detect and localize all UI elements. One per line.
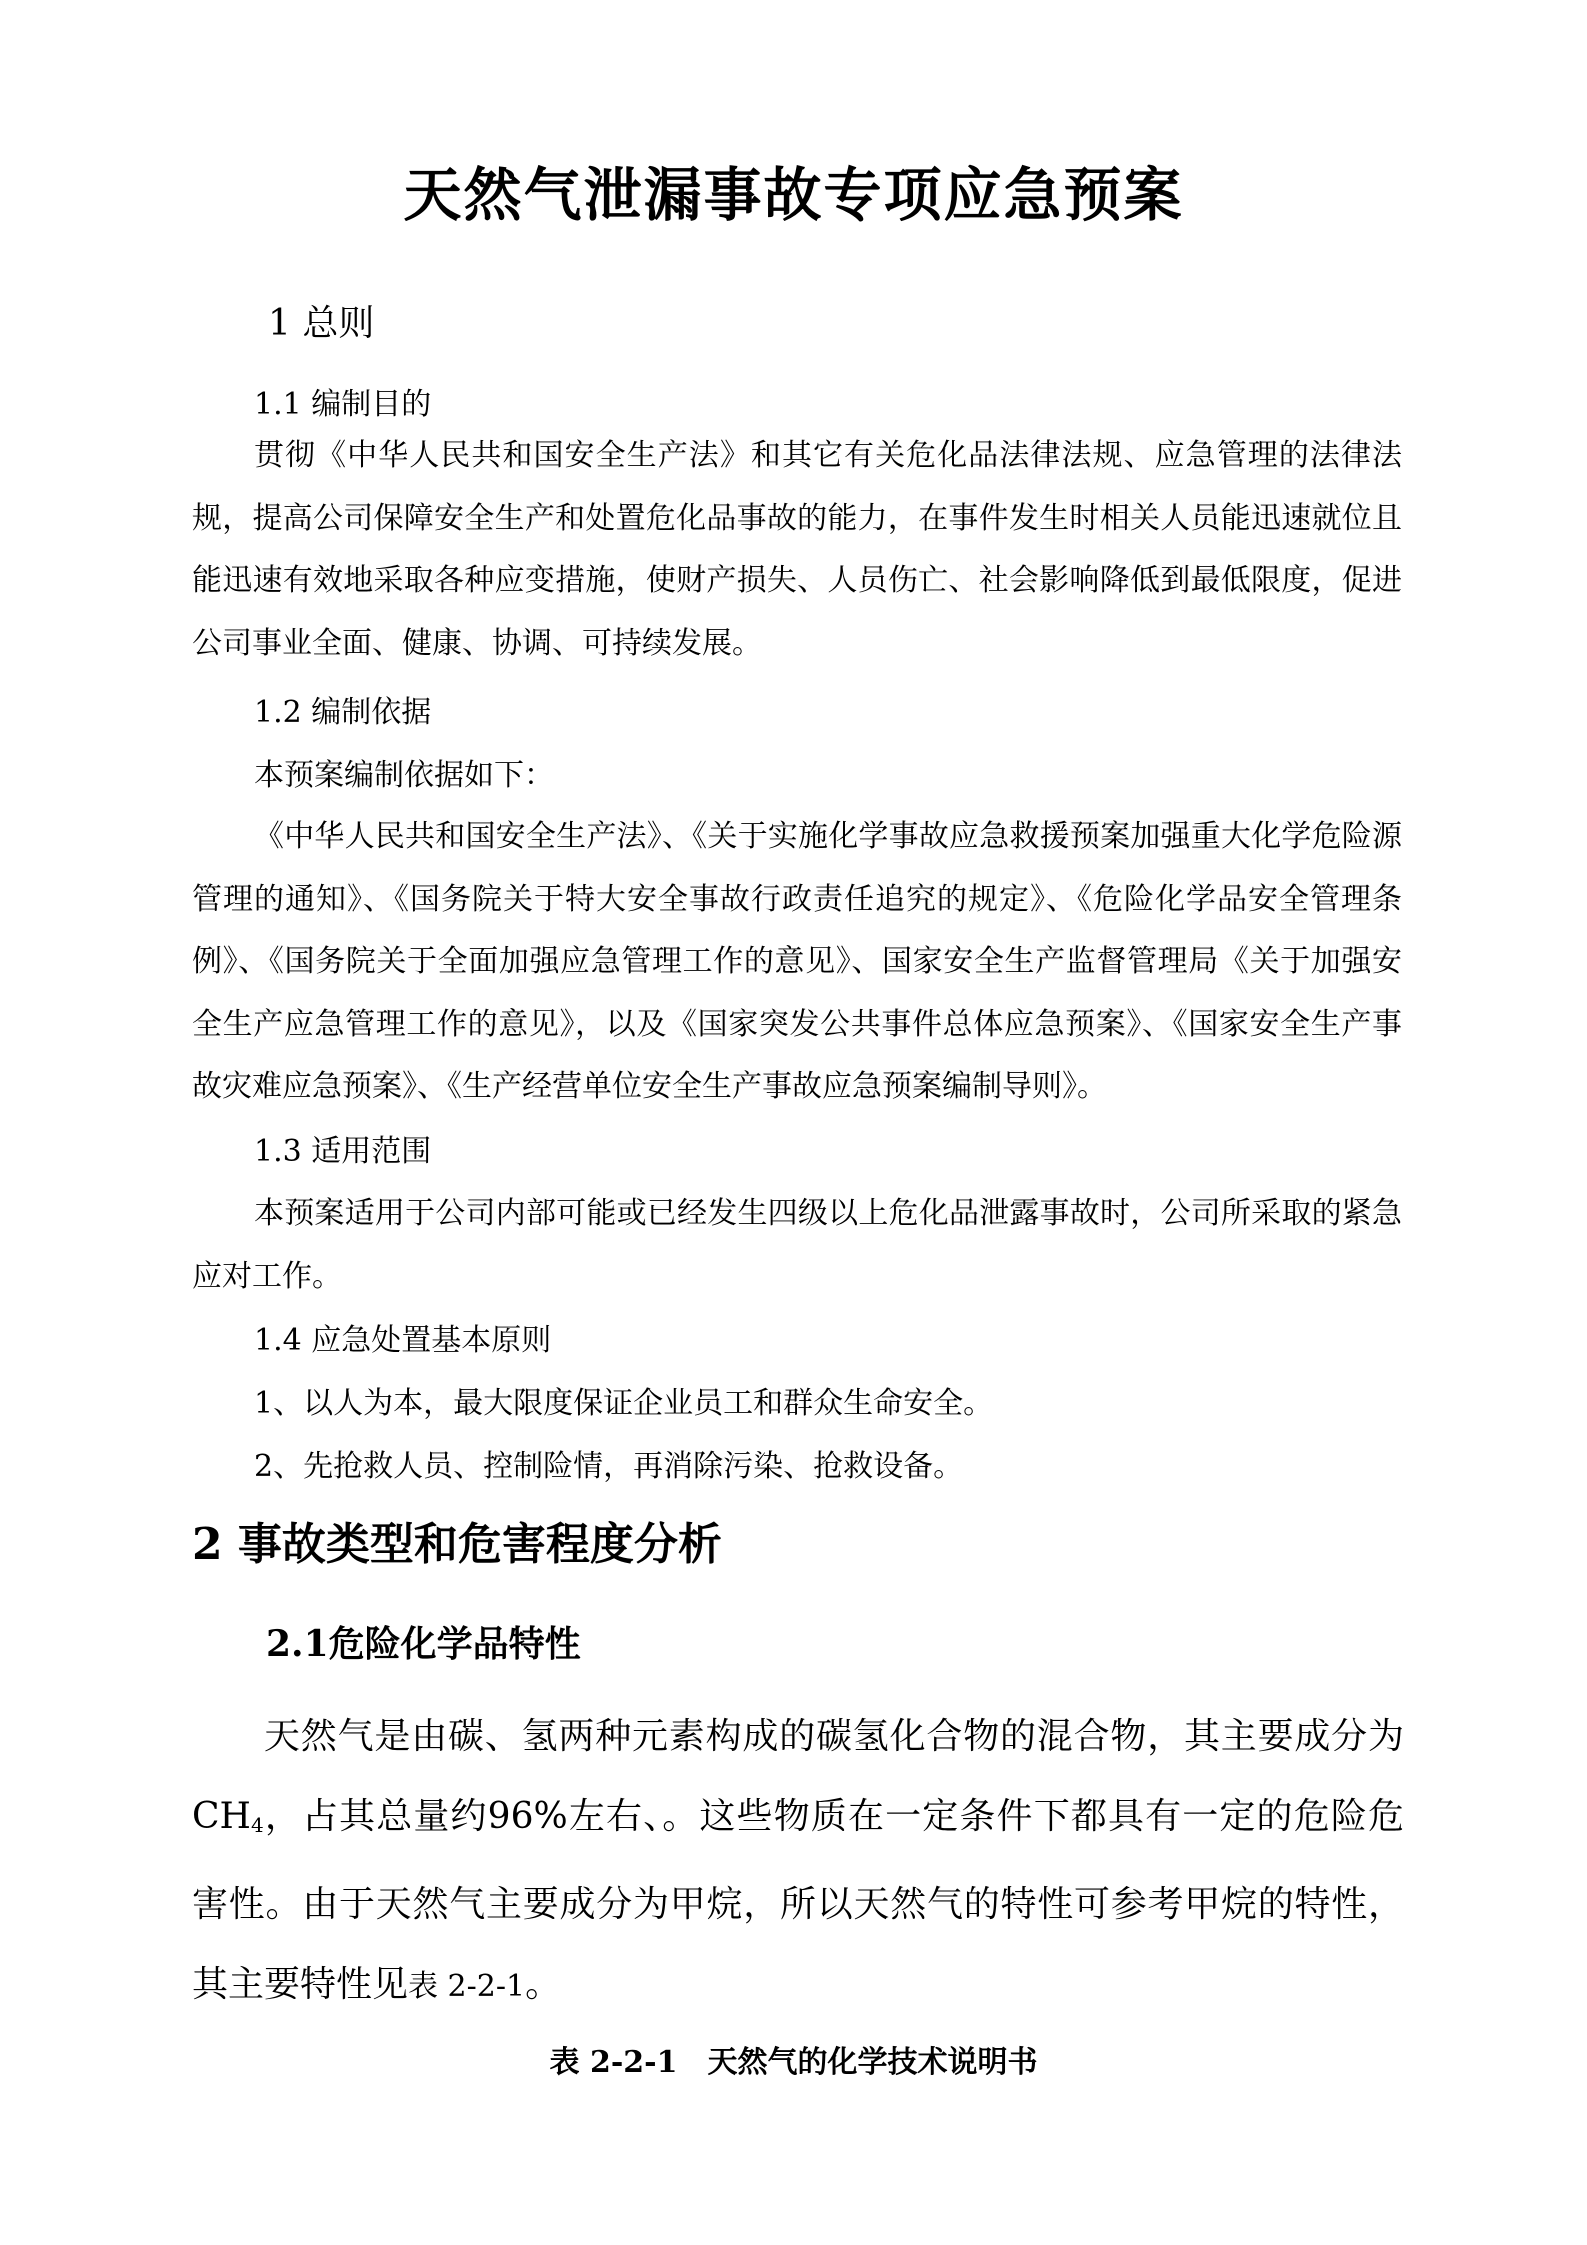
- section-1-2-intro: 本预案编制依据如下：: [254, 758, 554, 793]
- section-2-heading: 2 事故类型和危害程度分析: [192, 1519, 722, 1570]
- paragraph-text-part-2: ，占其总量约96%左右、。这些物质在一定条件下都具有一定的危险危害性。由于天然气主要成分为甲烷，所以天然气的特性可参考甲烷的特性，其主要特性见: [192, 1796, 1404, 2005]
- table-caption: 表 2-2-1 天然气的化学技术说明书: [549, 2045, 1038, 2080]
- principle-item-1: 1、以人为本，最大限度保证企业员工和群众生命安全。: [254, 1386, 994, 1421]
- section-2-1-heading: 2.1危险化学品特性: [266, 1623, 581, 1665]
- paragraph-text-end: 。: [525, 1964, 562, 2005]
- section-2-1-paragraph: [192, 1697, 1404, 2027]
- section-1-3-paragraph: 本预案适用于公司内部可能或已经发生四级以上危化品泄露事故时，公司所采取的紧急应对工作。: [192, 1196, 1402, 1294]
- methane-subscript: 4: [250, 1813, 264, 1837]
- paragraph-text-part-1: 天然气是由碳、氢两种元素构成的碳氢化合物的混合物，其主要成分为CH: [192, 1716, 1404, 1837]
- section-1-3-heading: 1.3 适用范围: [254, 1134, 432, 1169]
- document-title: 天然气泄漏事故专项应急预案: [403, 161, 1184, 229]
- section-1-1-paragraph: 贯彻《中华人民共和国安全生产法》和其它有关危化品法律法规、应急管理的法律法规，提高公司保障安全生产和处置危化品事故的能力，在事件发生时相关人员能迅速就位且能迅速有效地采取各种应变措施，使财产损失、人员伤亡、社会影响降低到最低限度，促进公司事业全面、健康、协调、可持续发展。: [192, 438, 1402, 661]
- table-reference: 表 2-2-1: [408, 1969, 526, 2004]
- section-1-4-heading: 1.4 应急处置基本原则: [254, 1323, 552, 1358]
- section-1-1-heading: 1.1 编制目的: [254, 387, 432, 422]
- section-1-2-heading: 1.2 编制依据: [254, 695, 432, 730]
- section-1-2-paragraph: 《中华人民共和国安全生产法》、《关于实施化学事故应急救援预案加强重大化学危险源管理的通知》、《国务院关于特大安全事故行政责任追究的规定》、《危险化学品安全管理条例》、《国务院关于全面加强应急管理工作的意见》、国家安全生产监督管理局《关于加强安全生产应急管理工作的意见》，以及《国家突发公共事件总体应急预案》、《国家安全生产事故灾难应急预案》、《生产经营单位安全生产事故应急预案编制导则》。: [192, 819, 1402, 1104]
- section-1-heading: 1 总则: [268, 303, 375, 344]
- principle-item-2: 2、先抢救人员、控制险情，再消除污染、抢救设备。: [254, 1449, 964, 1484]
